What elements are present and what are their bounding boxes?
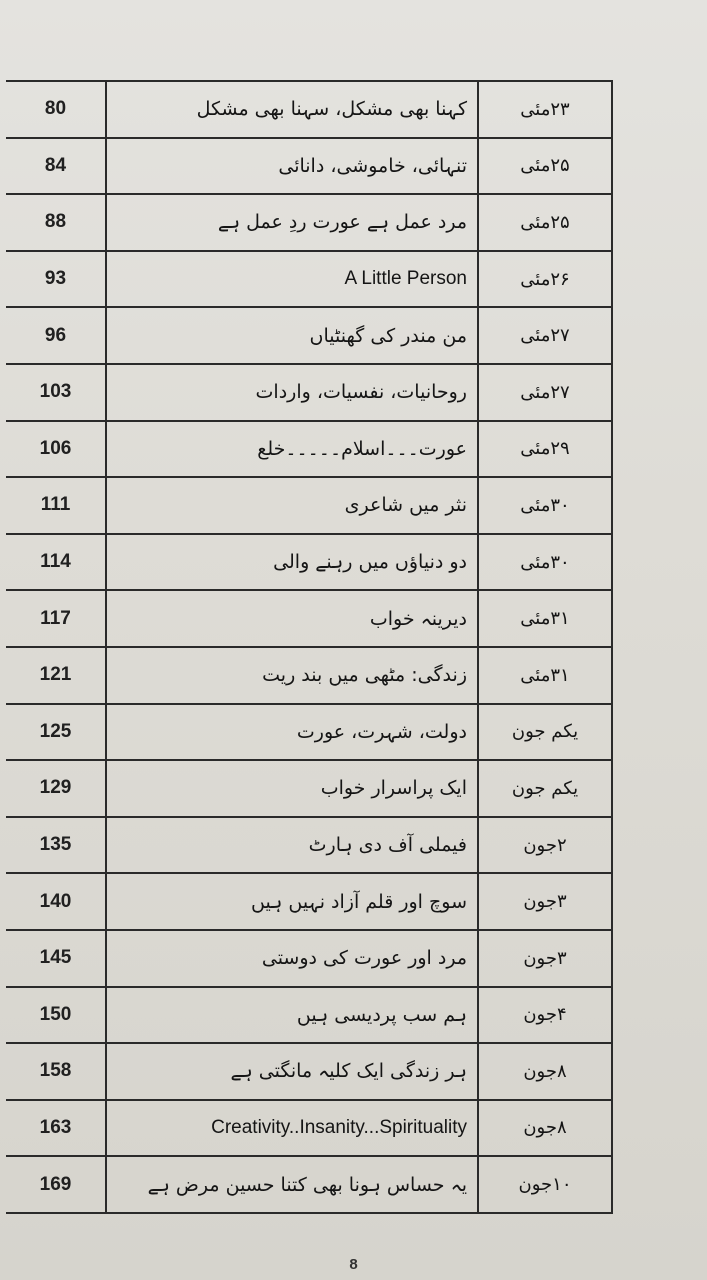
page-number: 114 bbox=[6, 534, 106, 591]
chapter-date: ۳۰مئی bbox=[478, 534, 612, 591]
table-row bbox=[6, 364, 612, 421]
page-number: 121 bbox=[6, 647, 106, 704]
page-number: 140 bbox=[6, 873, 106, 930]
chapter-title: ہم سب پردیسی ہیں bbox=[106, 987, 478, 1044]
table-of-contents bbox=[6, 80, 613, 1214]
chapter-title: تنہائی، خاموشی، دانائی bbox=[106, 138, 478, 195]
chapter-date: ۲۹مئی bbox=[478, 421, 612, 478]
chapter-date: ۲۵مئی bbox=[478, 194, 612, 251]
table-row bbox=[6, 307, 612, 364]
chapter-title: مرد اور عورت کی دوستی bbox=[106, 930, 478, 987]
chapter-date: ۲۷مئی bbox=[478, 307, 612, 364]
chapter-title: دولت، شہرت، عورت bbox=[106, 704, 478, 761]
table-row bbox=[6, 1043, 612, 1100]
chapter-title: Creativity..Insanity...Spirituality bbox=[106, 1100, 478, 1157]
chapter-date: یکم جون bbox=[478, 704, 612, 761]
chapter-title: ایک پراسرار خواب bbox=[106, 760, 478, 817]
table-row bbox=[6, 590, 612, 647]
chapter-date: ۳۱مئی bbox=[478, 590, 612, 647]
page-number: 88 bbox=[6, 194, 106, 251]
chapter-date: ۳جون bbox=[478, 873, 612, 930]
chapter-date: ۸جون bbox=[478, 1043, 612, 1100]
chapter-title: روحانیات، نفسیات، واردات bbox=[106, 364, 478, 421]
chapter-title: عورت۔۔۔اسلام۔۔۔۔۔خلع bbox=[106, 421, 478, 478]
table-row bbox=[6, 477, 612, 534]
chapter-date: ۳۰مئی bbox=[478, 477, 612, 534]
table-row bbox=[6, 421, 612, 478]
chapter-date: ۲۶مئی bbox=[478, 251, 612, 308]
chapter-title: یہ حساس ہونا بھی کتنا حسین مرض ہے bbox=[106, 1156, 478, 1213]
page-number: 150 bbox=[6, 987, 106, 1044]
table-row bbox=[6, 534, 612, 591]
page-number: 125 bbox=[6, 704, 106, 761]
chapter-date: ۳۱مئی bbox=[478, 647, 612, 704]
table-row bbox=[6, 760, 612, 817]
chapter-title: من مندر کی گھنٹیاں bbox=[106, 307, 478, 364]
page-number: 84 bbox=[6, 138, 106, 195]
table-row bbox=[6, 138, 612, 195]
chapter-title: مرد عمل ہے عورت ردِ عمل ہے bbox=[106, 194, 478, 251]
page-number: 145 bbox=[6, 930, 106, 987]
chapter-title: زندگی: مٹھی میں بند ریت bbox=[106, 647, 478, 704]
page-number: 129 bbox=[6, 760, 106, 817]
table-row bbox=[6, 647, 612, 704]
chapter-date: ۲جون bbox=[478, 817, 612, 874]
table-row bbox=[6, 194, 612, 251]
table-row bbox=[6, 873, 612, 930]
page-number: 117 bbox=[6, 590, 106, 647]
page-number: 163 bbox=[6, 1100, 106, 1157]
chapter-date: ۸جون bbox=[478, 1100, 612, 1157]
page-number: 103 bbox=[6, 364, 106, 421]
chapter-title: ہر زندگی ایک کلیہ مانگتی ہے bbox=[106, 1043, 478, 1100]
chapter-title: دیرینہ خواب bbox=[106, 590, 478, 647]
chapter-title: سوچ اور قلم آزاد نہیں ہیں bbox=[106, 873, 478, 930]
chapter-title: دو دنیاؤں میں رہنے والی bbox=[106, 534, 478, 591]
chapter-title: نثر میں شاعری bbox=[106, 477, 478, 534]
page-folio-number: 8 bbox=[349, 1256, 358, 1273]
chapter-date: ۲۷مئی bbox=[478, 364, 612, 421]
chapter-title: کہنا بھی مشکل، سہنا بھی مشکل bbox=[106, 81, 478, 138]
chapter-title: فیملی آف دی ہارٹ bbox=[106, 817, 478, 874]
table-row bbox=[6, 704, 612, 761]
page-number: 96 bbox=[6, 307, 106, 364]
page-number: 106 bbox=[6, 421, 106, 478]
table-row bbox=[6, 1156, 612, 1213]
table-row bbox=[6, 817, 612, 874]
chapter-date: ۳جون bbox=[478, 930, 612, 987]
table-row bbox=[6, 81, 612, 138]
page-number: 135 bbox=[6, 817, 106, 874]
chapter-title: A Little Person bbox=[106, 251, 478, 308]
page-number: 93 bbox=[6, 251, 106, 308]
chapter-date: ۲۵مئی bbox=[478, 138, 612, 195]
chapter-date: ۱۰جون bbox=[478, 1156, 612, 1213]
page-number: 169 bbox=[6, 1156, 106, 1213]
page-number: 158 bbox=[6, 1043, 106, 1100]
chapter-date: ۴جون bbox=[478, 987, 612, 1044]
page-number: 111 bbox=[6, 477, 106, 534]
table-row bbox=[6, 1100, 612, 1157]
table-row bbox=[6, 930, 612, 987]
table-row bbox=[6, 987, 612, 1044]
chapter-date: یکم جون bbox=[478, 760, 612, 817]
table-row bbox=[6, 251, 612, 308]
page-number: 80 bbox=[6, 81, 106, 138]
chapter-date: ۲۳مئی bbox=[478, 81, 612, 138]
